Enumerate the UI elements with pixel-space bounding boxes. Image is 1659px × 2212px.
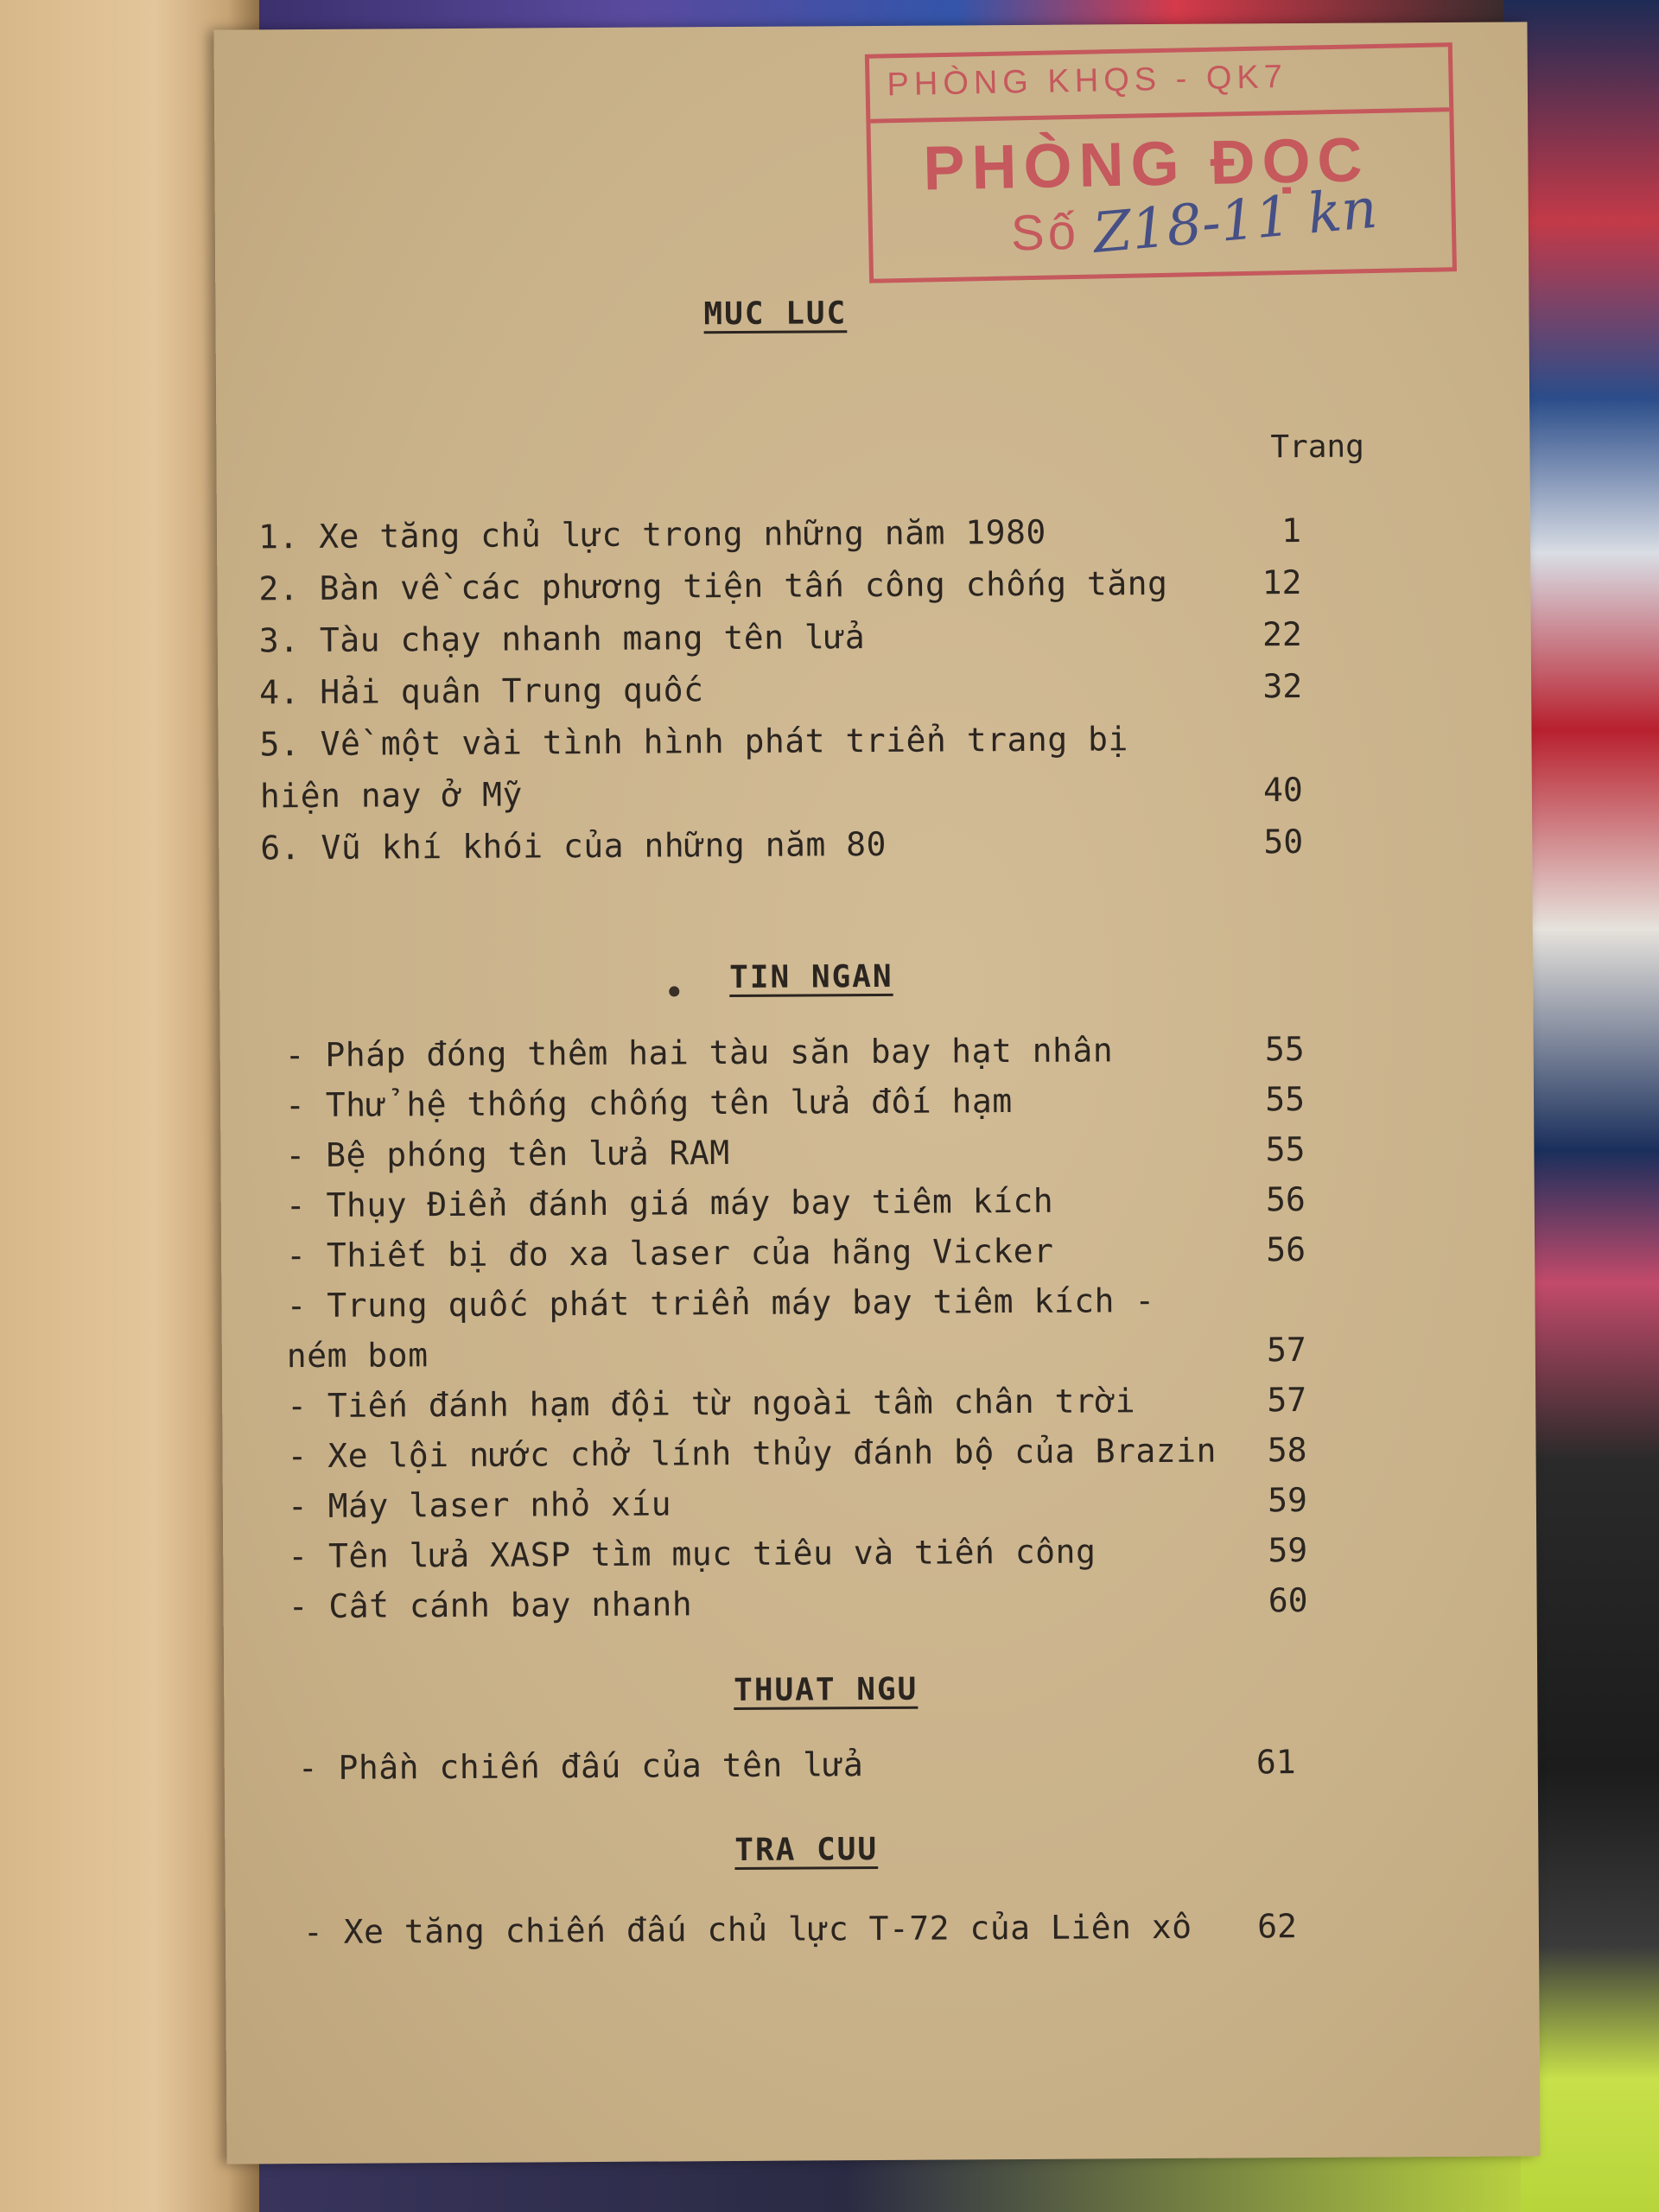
entry-page-number: [1224, 719, 1302, 720]
stamp-title: PHÒNG ĐỌC: [922, 125, 1370, 204]
entry-title: - Bệ phóng tên lửa RAM: [285, 1134, 730, 1175]
entry-page-number: 62: [1256, 1907, 1298, 1946]
entry-page-number: 58: [1267, 1430, 1307, 1470]
entry-page-number: 57: [1266, 1330, 1306, 1370]
entry-page-number: 59: [1267, 1480, 1308, 1520]
entry-title: - Tên lửa XASP tìm mục tiêu và tiến công: [288, 1532, 1096, 1576]
entry-title: - Trung quốc phát triển máy bay tiêm kích -: [286, 1281, 1155, 1325]
document-page: [213, 22, 1540, 2164]
tin-ngan-title: TIN NGAN: [729, 958, 893, 996]
entry-title: - Cất cánh bay nhanh: [288, 1585, 693, 1626]
entry-title: 6. Vũ khí khói của những năm 80: [260, 824, 887, 868]
entry-page-number: 55: [1265, 1079, 1306, 1119]
entry-page-number: 55: [1265, 1129, 1306, 1169]
tra-cuu-title: TRA CUU: [734, 1832, 879, 1869]
stamp-top-line: PHÒNG KHQS - QK7: [887, 59, 1288, 104]
entry-page-number: 57: [1267, 1380, 1307, 1420]
entry-title: 2. Bàn về các phương tiện tấn công chống tăng: [258, 563, 1168, 608]
entry-page-number: 56: [1266, 1230, 1306, 1269]
library-stamp: [865, 42, 1457, 283]
entry-page-number: 12: [1262, 563, 1302, 602]
entry-page-number: 56: [1265, 1179, 1306, 1219]
entry-title: 1. Xe tăng chủ lực trong những năm 1980: [257, 512, 1046, 556]
entry-title: 5. Về một vài tình hình phát triển trang bị: [259, 720, 1128, 764]
entry-title: - Thiết bị đo xa laser của hãng Vicker: [286, 1231, 1054, 1275]
entry-title: ném bom: [286, 1336, 429, 1376]
entry-page-number: 32: [1262, 666, 1303, 706]
entry-page-number: 60: [1268, 1580, 1308, 1620]
entry-page-number: 1: [1281, 511, 1302, 550]
stamp-so-label: Số: [1010, 203, 1080, 262]
entry-page-number: 61: [1255, 1743, 1296, 1782]
entry-title: - Thử hệ thống chống tên lửa đối hạm: [284, 1082, 1013, 1125]
thuat-ngu-title: THUAT NGU: [734, 1671, 918, 1709]
entry-title: 4. Hải quân Trung quốc: [259, 671, 704, 712]
entry-page-number: 50: [1263, 822, 1304, 861]
toc-title: MUC LUC: [703, 296, 848, 333]
entry-title: - Tiến đánh hạm đội từ ngoài tầm chân trời: [287, 1382, 1136, 1426]
stamp-divider: [870, 107, 1449, 123]
entry-page-number: 40: [1262, 770, 1303, 810]
entry-title: - Máy laser nhỏ xíu: [287, 1484, 672, 1526]
page-column-label: Trang: [1270, 429, 1364, 466]
entry-page-number: 55: [1264, 1029, 1305, 1069]
entry-page-number: 22: [1262, 614, 1302, 654]
entry-title: hiện nay ở Mỹ: [259, 775, 523, 816]
entry-title: 3. Tàu chạy nhanh mang tên lửa: [258, 618, 866, 660]
entry-title: - Phần chiến đấu của tên lửa: [297, 1745, 864, 1788]
entry-title: - Thụy Điển đánh giá máy bay tiêm kích: [285, 1181, 1054, 1225]
entry-title: - Pháp đóng thêm hai tàu săn bay hạt nhân: [284, 1031, 1114, 1075]
stamp-handwritten-number: Z18-11 kn: [1090, 176, 1380, 266]
entry-title: - Xe tăng chiến đấu chủ lực T-72 của Liên xô: [302, 1907, 1192, 1952]
ink-spot: [669, 986, 679, 996]
entry-title: - Xe lội nước chở lính thủy đánh bộ của Brazin: [287, 1431, 1217, 1476]
entry-page-number: 59: [1268, 1530, 1308, 1570]
